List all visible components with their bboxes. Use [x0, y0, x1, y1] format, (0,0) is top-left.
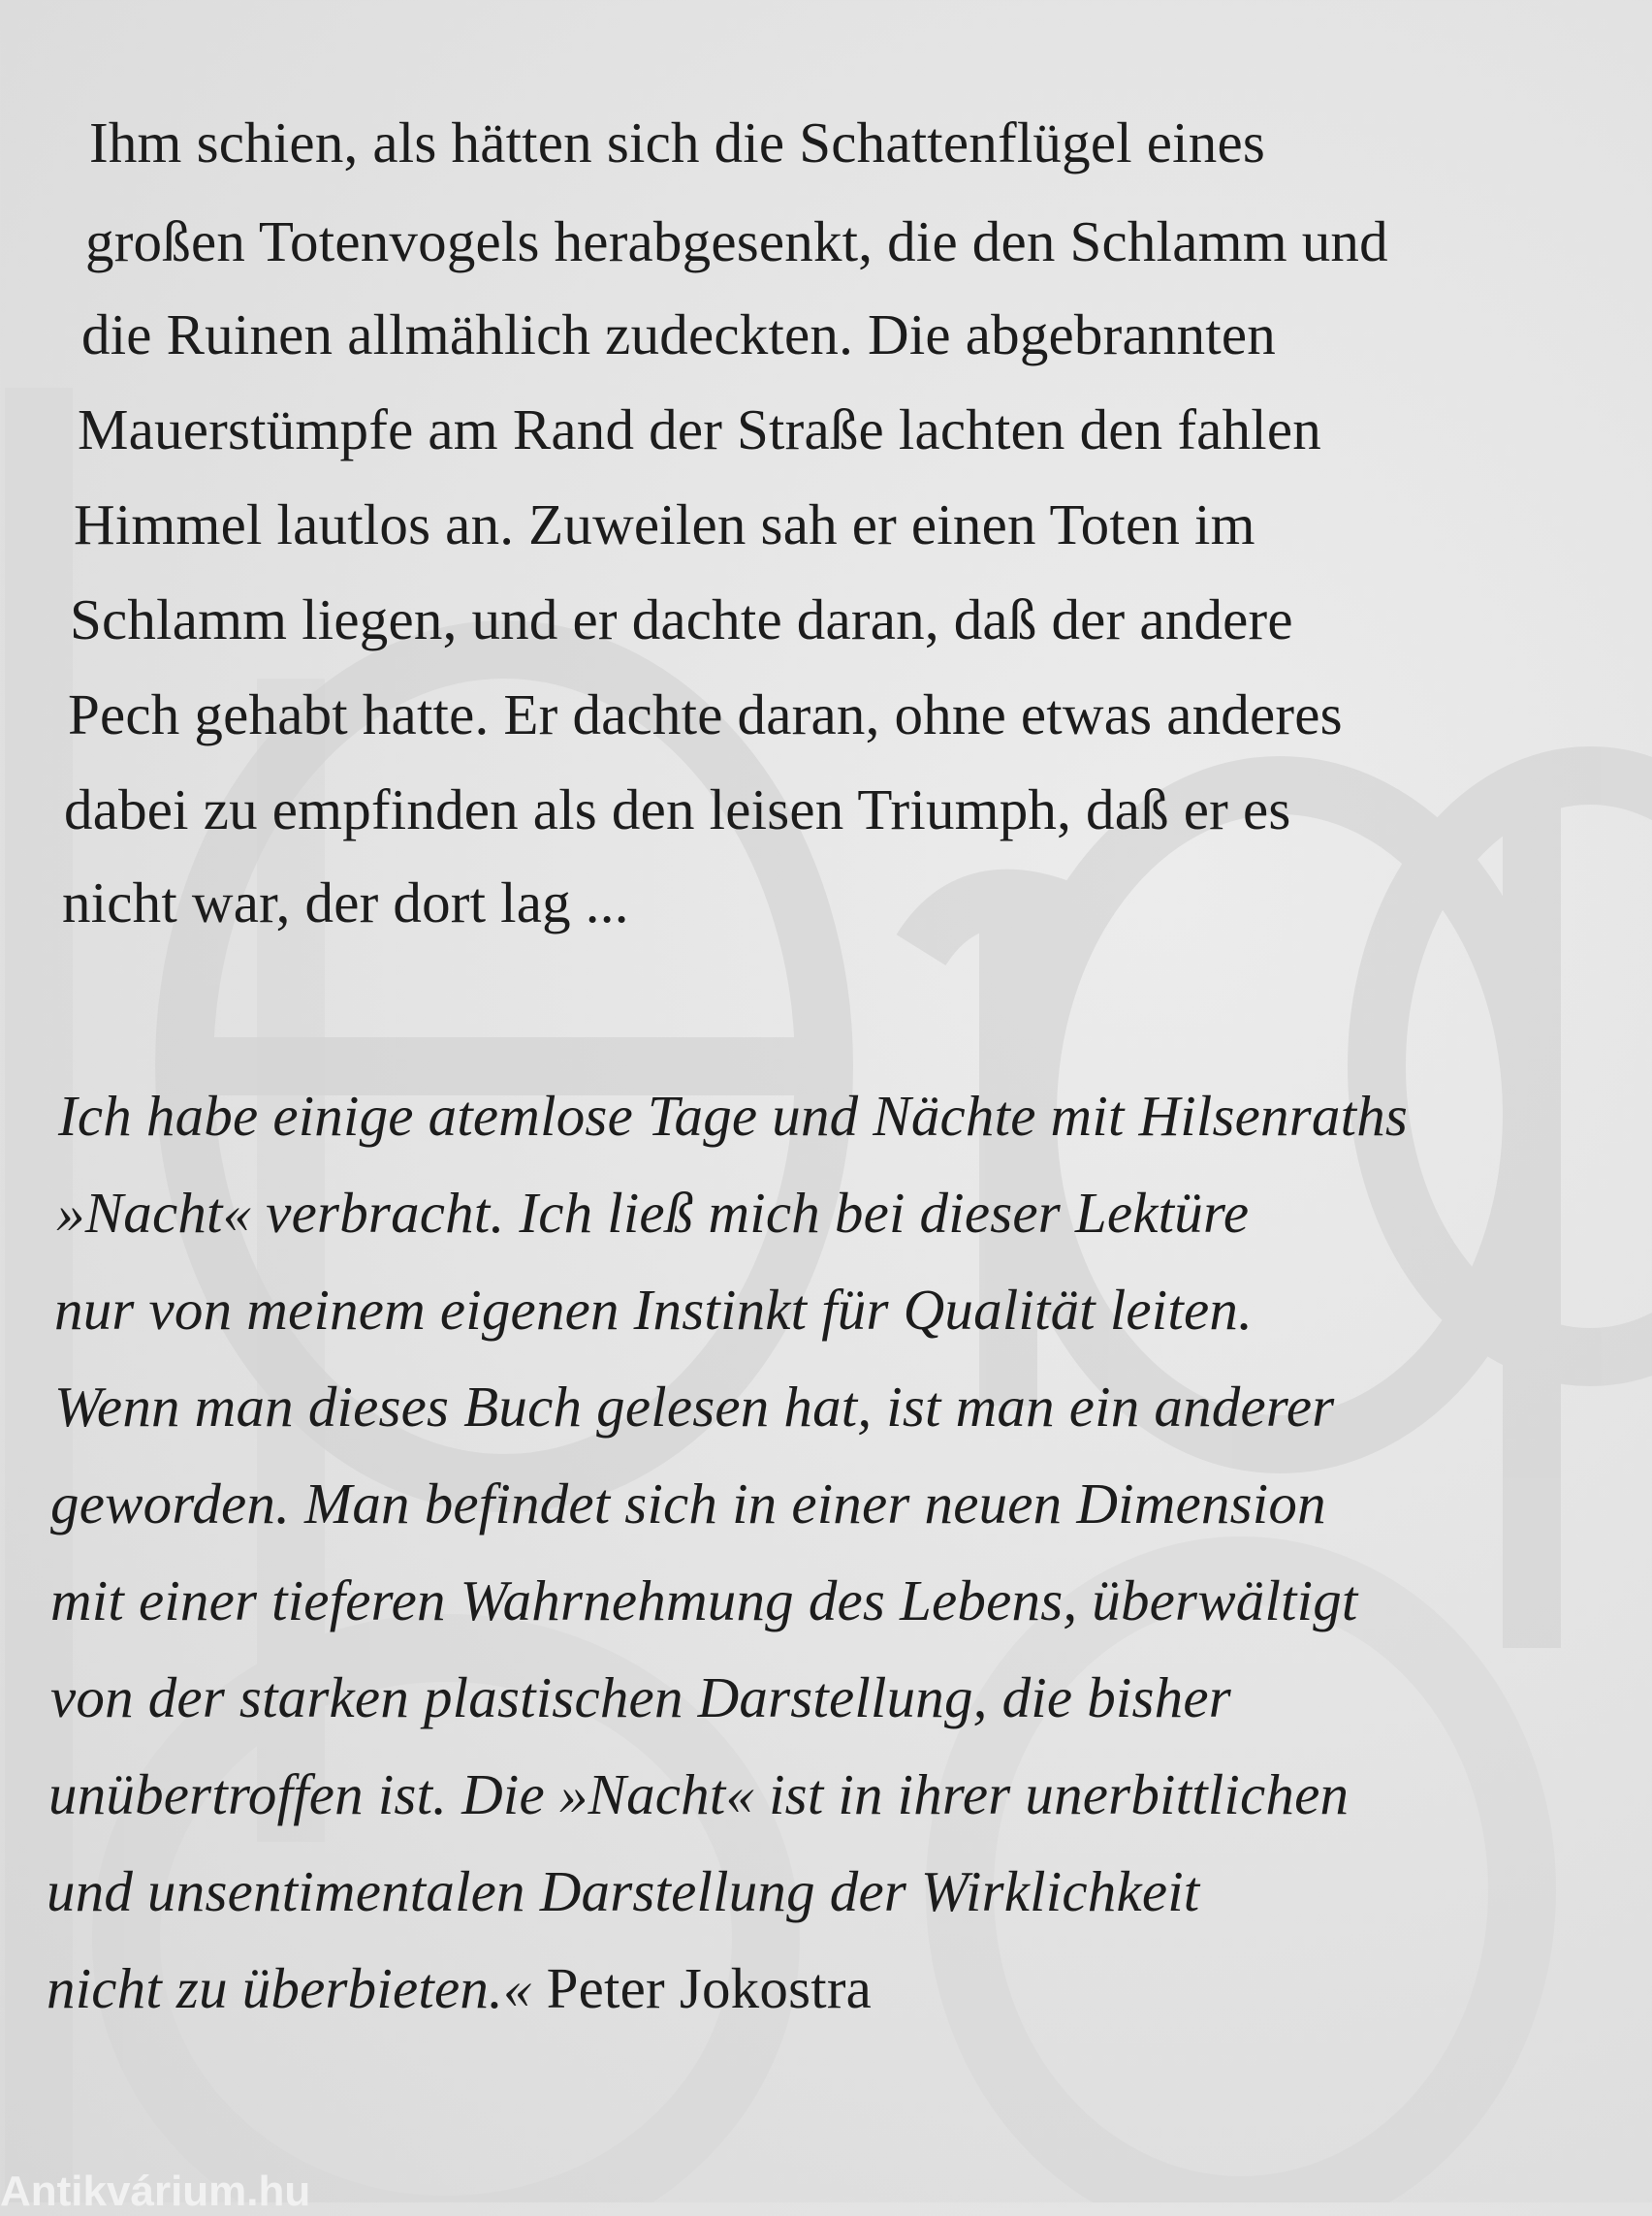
excerpt-line: Himmel lautlos an. Zuweilen sah er einen Toten im [74, 492, 1255, 556]
review-line: »Nacht« verbracht. Ich ließ mich bei dieser Lektüre [56, 1181, 1250, 1245]
excerpt-line: Pech gehabt hatte. Er dachte daran, ohne etwas anderes [68, 682, 1343, 746]
reviewer-name: Peter Jokostra [546, 1956, 873, 2020]
excerpt-line: die Ruinen allmählich zudeckten. Die abgebrannten [81, 302, 1276, 366]
review-line: unübertroffen ist. Die »Nacht« ist in ihrer unerbittlichen [48, 1762, 1350, 1826]
excerpt-line: dabei zu empfinden als den leisen Triumph, daß er es [64, 777, 1291, 841]
excerpt-line: nicht war, der dort lag ... [62, 871, 629, 934]
excerpt-line: Schlamm liegen, und er dachte daran, daß der andere [70, 587, 1293, 651]
excerpt-line: Ihm schien, als hätten sich die Schattenflügel eines [89, 111, 1265, 174]
review-line: Ich habe einige atemlose Tage und Nächte mit Hilsenraths [58, 1084, 1409, 1148]
watermark-text: Antikvárium.hu [0, 2168, 311, 2215]
excerpt-line: Mauerstümpfe am Rand der Straße lachten den fahlen [78, 397, 1321, 461]
review-line: von der starken plastischen Darstellung, die bisher [50, 1665, 1231, 1729]
review-line: Wenn man dieses Buch gelesen hat, ist man ein anderer [54, 1375, 1335, 1439]
review-line: geworden. Man befindet sich in einer neuen Dimension [50, 1472, 1326, 1535]
review-last-line [47, 1954, 872, 2022]
review-line: nur von meinem eigenen Instinkt für Qualität leiten. [54, 1278, 1254, 1342]
review-line: und unsentimentalen Darstellung der Wirklichkeit [47, 1859, 1200, 1923]
review-line-end: nicht zu überbieten.« [47, 1956, 532, 2020]
review-line: mit einer tieferen Wahrnehmung des Lebens, überwältigt [50, 1568, 1358, 1632]
excerpt-line: großen Totenvogels herabgesenkt, die den Schlamm und [85, 209, 1388, 273]
